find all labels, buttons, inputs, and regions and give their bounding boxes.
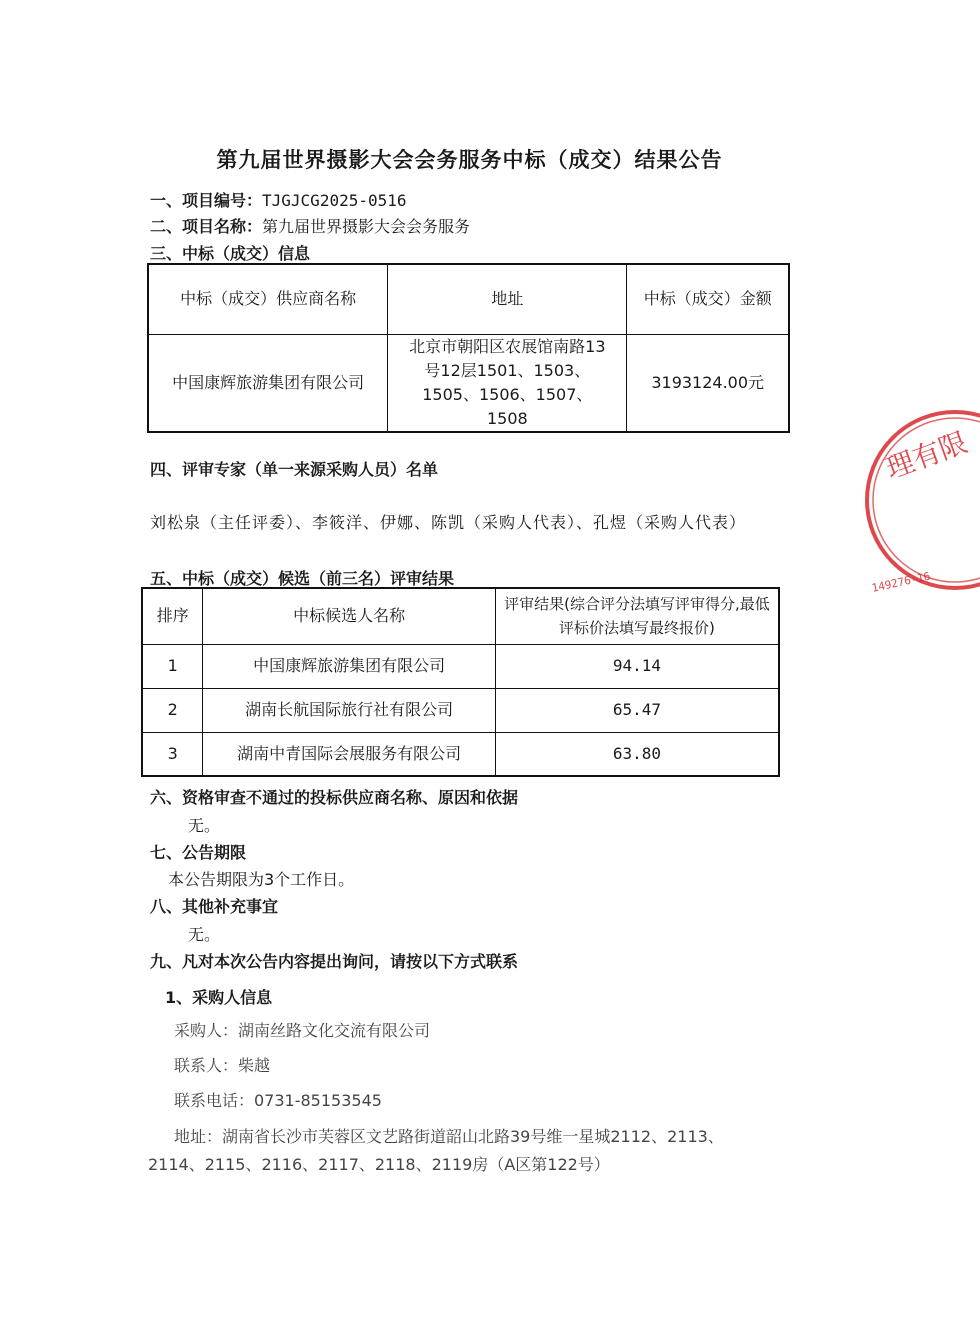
- winner-table-header: [148, 264, 789, 334]
- buyer-name: 采购人：湖南丝路文化交流有限公司: [174, 1021, 431, 1040]
- section3-heading: 三、中标（成交）信息: [150, 244, 311, 263]
- svg-text:理有限: 理有限: [881, 425, 972, 486]
- candidate-name: 中国康辉旅游集团有限公司: [203, 644, 495, 688]
- winner-table-row: [148, 334, 789, 432]
- candidate-score: 94.14: [495, 644, 779, 688]
- svg-text:149276-16: 149276-16: [870, 569, 932, 595]
- candidate-score: 65.47: [495, 688, 779, 732]
- buyer-phone: 联系电话：0731-85153545: [174, 1091, 382, 1110]
- header-supplier: 中标（成交）供应商名称: [148, 264, 388, 334]
- table-row: [142, 644, 779, 688]
- section7-text: 本公告期限为3个工作日。: [168, 870, 355, 889]
- section6-heading: 六、资格审查不通过的投标供应商名称、原因和依据: [150, 788, 519, 807]
- rank-cell: 2: [142, 688, 203, 732]
- header-rank: 排序: [142, 588, 203, 644]
- project-number-label: 一、项目编号：: [150, 191, 263, 210]
- buyer-contact: 联系人：柴越: [174, 1056, 271, 1075]
- section8-heading: 八、其他补充事宜: [150, 897, 279, 916]
- header-result: 评审结果(综合评分法填写评审得分,最低评标价法填写最终报价): [495, 588, 779, 644]
- header-address: 地址: [388, 264, 627, 334]
- rank-cell: 3: [142, 732, 203, 776]
- project-name-label: 二、项目名称：: [150, 217, 263, 236]
- project-name-value: 第九届世界摄影大会会务服务: [262, 217, 471, 236]
- candidate-name: 湖南长航国际旅行社有限公司: [203, 688, 495, 732]
- section6-text: 无。: [188, 816, 221, 835]
- project-number: [150, 188, 407, 211]
- project-number-value: TJGJCG2025-0516: [262, 191, 407, 210]
- project-name: [150, 214, 470, 237]
- company-seal: [860, 400, 980, 600]
- buyer-address: 地址：湖南省长沙市芙蓉区文艺路街道韶山北路39号维一星城2112、2113、2114、2115、2116、2117、2118、2119房（A区第122号）: [148, 1127, 724, 1174]
- section5-heading: 五、中标（成交）候选（前三名）评审结果: [150, 569, 455, 588]
- section4-heading: 四、评审专家（单一来源采购人员）名单: [150, 460, 439, 479]
- candidates-table: [141, 587, 780, 777]
- supplier-name: 中国康辉旅游集团有限公司: [148, 334, 388, 432]
- section7-heading: 七、公告期限: [150, 843, 247, 862]
- award-amount: 3193124.00元: [627, 334, 789, 432]
- table-row: [142, 688, 779, 732]
- winner-table: [147, 263, 790, 433]
- rank-cell: 1: [142, 644, 203, 688]
- section9-heading: 九、凡对本次公告内容提出询问，请按以下方式联系: [150, 952, 519, 971]
- candidates-table-header: [142, 588, 779, 644]
- candidate-name: 湖南中青国际会展服务有限公司: [203, 732, 495, 776]
- supplier-address: 北京市朝阳区农展馆南路13号12层1501、1503、1505、1506、1507、1508: [388, 334, 627, 432]
- section8-text: 无。: [188, 925, 221, 944]
- header-amount: 中标（成交）金额: [627, 264, 789, 334]
- table-row: [142, 732, 779, 776]
- buyer-info-heading: 1、采购人信息: [165, 988, 273, 1007]
- candidate-score: 63.80: [495, 732, 779, 776]
- experts-list: 刘松泉（主任评委）、李筱洋、伊娜、陈凯（采购人代表）、孔煜（采购人代表）: [150, 513, 747, 532]
- page-title: 第九届世界摄影大会会务服务中标（成交）结果公告: [216, 148, 723, 172]
- header-candidate: 中标候选人名称: [203, 588, 495, 644]
